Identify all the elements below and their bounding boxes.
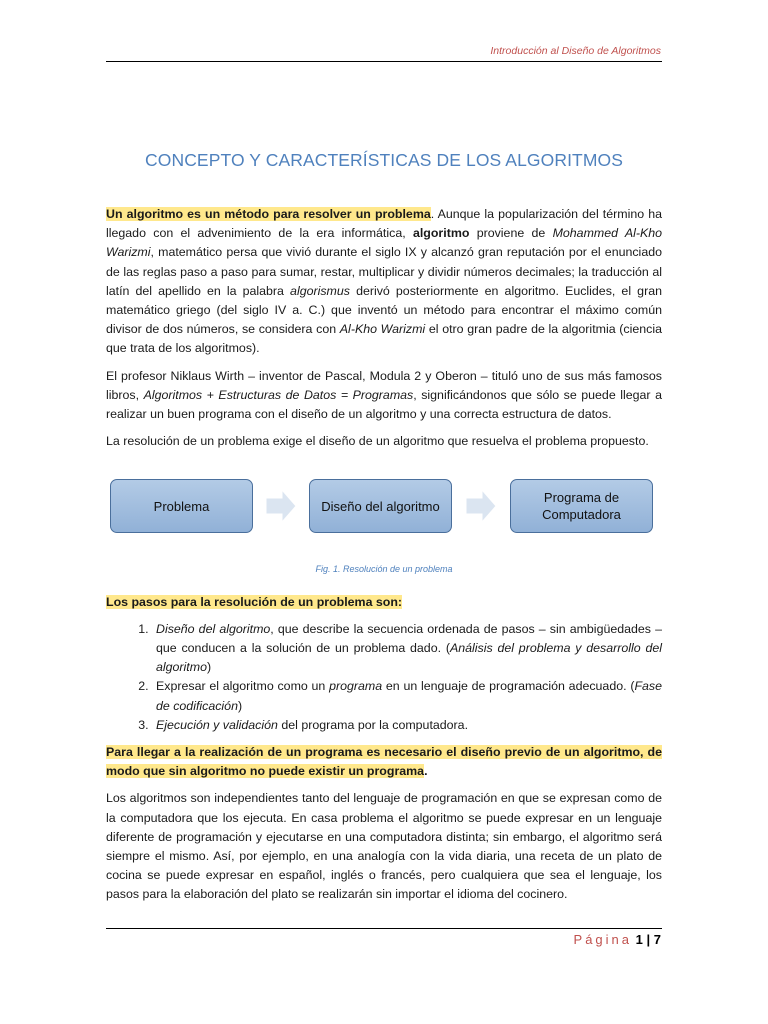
paragraph-independence: Los algoritmos son independientes tanto del lenguaje de programación en que se expresan como de la computadora que los ejecuta. En casa problema el algoritmo se puede expresar en un lenguaje diferente de programación y ejecutarse en una computadora distinta; sin embargo, el algoritmo será siempre el mismo. Así, por ejemplo, en una analogía con la vida diaria, una receta de un plato de cocina se puede expresar en español, inglés o francés, pero cualquiera que sea el lenguaje, los pasos para la elaboración del plato se realizarán sin importar el idioma del cocinero. xyxy=(106,791,662,902)
footer-rule xyxy=(106,928,662,929)
italic-term: Fase de codificación xyxy=(156,679,662,713)
text-run: derivó posteriormente en algoritmo. Euclides, el gran matemático griego (del siglo IV a. C.) que inventó un método para encontrar el máximo común divisor de dos números, se considera con xyxy=(106,283,662,337)
page-label: Página xyxy=(573,932,633,947)
text-run: El profesor Niklaus Wirth – inventor de Pascal, Modula 2 y Oberon – tituló uno de sus más famosos libros, xyxy=(106,368,662,402)
paragraph-wirth xyxy=(106,367,662,425)
text-run: proviene de xyxy=(469,226,553,241)
steps-heading xyxy=(106,593,662,612)
italic-name: Al-Kho Warizmi xyxy=(339,322,426,337)
text-run: en un lenguaje de programación adecuado. ( xyxy=(382,679,635,694)
page-footer xyxy=(574,932,661,947)
italic-book-title: Algoritmos + Estructuras de Datos = Programas xyxy=(143,387,414,402)
paragraph-necessity xyxy=(106,743,662,781)
highlighted-heading: Los pasos para la resolución de un problema son: xyxy=(106,594,403,609)
text-run: . xyxy=(424,764,428,779)
text-run: del programa por la computadora. xyxy=(277,717,469,732)
diagram-box-programa xyxy=(510,479,653,533)
page-title: CONCEPTO Y CARACTERÍSTICAS DE LOS ALGORITMOS xyxy=(145,150,623,170)
text-run: , matemático persa que vivió durante el siglo IX y alcanzó gran reputación por el enunciado de las reglas paso a paso para sumar, restar, multiplicar y dividir números decimales; la traducción al latín del apellido en la palabra xyxy=(106,245,662,298)
page-number: 1 xyxy=(635,932,643,947)
text-run: el otro gran padre de la algoritmia (ciencia que trata de los algoritmos). xyxy=(106,322,662,356)
header-rule xyxy=(106,61,662,62)
highlighted-definition: Un algoritmo es un método para resolver un problema xyxy=(106,207,431,221)
italic-term: Ejecución y validación xyxy=(156,717,278,732)
steps-list xyxy=(106,620,662,735)
italic-name: Mohammed Al-Kho Warizmi xyxy=(106,226,663,260)
bold-term: algoritmo xyxy=(412,226,470,241)
paragraph-resolution: La resolución de un problema exige el diseño de un algoritmo que resuelva el problema propuesto. xyxy=(106,434,649,449)
diagram-box-diseno: Diseño del algoritmo xyxy=(309,479,452,533)
right-arrow-icon xyxy=(264,489,298,523)
italic-term: algorismus xyxy=(290,283,350,298)
text-run: , significándonos que sólo se puede llegar a realizar un buen programa con el diseño de un algoritmo y una correcta estructura de datos. xyxy=(106,387,662,422)
list-item xyxy=(152,620,662,678)
running-header: Introducción al Diseño de Algoritmos xyxy=(490,45,661,57)
page-separator: | xyxy=(646,932,651,947)
text-run: . Aunque la popularización del término ha llegado con el advenimiento de la era informática, xyxy=(106,207,662,241)
diagram-box-label-line1: Programa de xyxy=(543,490,620,506)
diagram-box-problema: Problema xyxy=(110,479,253,533)
diagram-box-label-line2: Computadora xyxy=(542,507,621,523)
figure-caption: Fig. 1. Resolución de un problema xyxy=(315,564,453,575)
text-run: Expresar el algoritmo como un xyxy=(156,679,330,694)
text-run: ) xyxy=(206,660,212,675)
text-run: ) xyxy=(237,698,243,713)
list-item xyxy=(152,677,662,715)
paragraph-intro xyxy=(106,205,662,359)
right-arrow-icon xyxy=(464,489,498,523)
flow-diagram xyxy=(106,479,662,539)
list-item xyxy=(152,716,662,735)
italic-term: Análisis del problema y desarrollo del algoritmo xyxy=(156,641,662,675)
italic-term: Diseño del algoritmo xyxy=(156,621,271,636)
italic-term: programa xyxy=(329,679,383,694)
total-pages: 7 xyxy=(653,932,661,947)
document-body xyxy=(106,205,662,913)
text-run: , que describe la secuencia ordenada de pasos – sin ambigüedades – que conducen a la solución de un problema dado. ( xyxy=(156,621,662,656)
highlighted-statement: Para llegar a la realización de un programa es necesario el diseño previo de un algoritmo, de modo que sin algoritmo no puede existir un programa xyxy=(106,745,662,779)
